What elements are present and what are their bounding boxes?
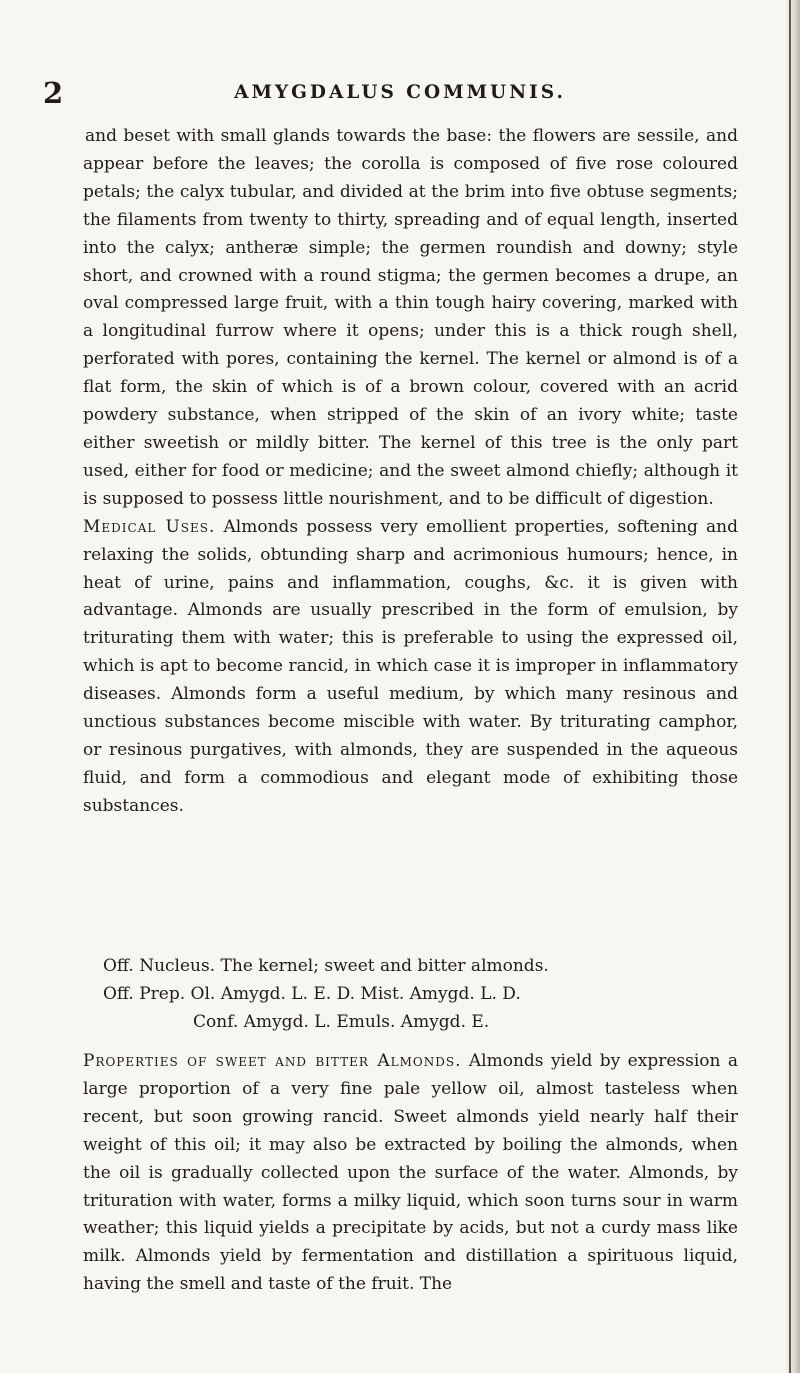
officinal-nucleus-line: Off. Nucleus. The kernel; sweet and bitter almonds. (103, 956, 549, 976)
page-spine-edge (789, 0, 791, 1373)
properties-heading: Properties of sweet and bitter Almonds. (83, 1051, 462, 1071)
properties-section (83, 1048, 738, 1299)
page-header (0, 76, 800, 116)
officinal-conf-line: Conf. Amygd. L. Emuls. Amygd. E. (193, 1012, 490, 1032)
page-number: 2 (43, 76, 65, 110)
medical-uses-text: Almonds possess very emollient properties, softening and relaxing the solids, obtunding sharp and acrimonious humours; hence, in heat of urine, pains and inflammation, coughs, &c. it is given with advantage. Almonds are usually prescribed in the form of emulsion, by triturating them with water; this is preferable to using the expressed oil, which is apt to become rancid, in which case it is improper in inflammatory diseases. Almonds form a useful medium, by which many resinous and unctious substances become miscible with water. By triturating camphor, or resinous purgatives, with almonds, they are suspended in the aqueous fluid, and form a commodious and elegant mode of exhibiting those substances. (83, 516, 738, 816)
officinal-list (83, 952, 738, 1036)
properties-text: Almonds yield by expression a large proportion of a very fine pale yellow oil, almost tasteless when recent, but soon growing rancid. Sweet almonds yield nearly half their weight of this oil; it may also be extracted by boiling the almonds, when the oil is gradually collected upon the surface of the water. Almonds, by trituration with water, forms a milky liquid, which soon turns sour in warm weather; this liquid yields a precipitate by acids, but not a curdy mass like milk. Almonds yield by fermentation and distillation a spirituous liquid, having the smell and taste of the fruit. The (83, 1051, 738, 1295)
running-title: AMYGDALUS COMMUNIS. (234, 82, 566, 103)
properties-paragraph (83, 1048, 738, 1299)
description-paragraph: and beset with small glands towards the base: the flowers are sessile, and appear before the leaves; the corolla is composed of five rose coloured petals; the calyx tubular, and divided at the brim into five obtuse segments; the filaments from twenty to thirty, spreading and of equal length, inserted into the calyx; antheræ simple; the germen roundish and downy; style short, and crowned with a round stigma; the germen becomes a drupe, an oval compressed large fruit, with a thin tough hairy covering, marked with a longitudinal furrow where it opens; under this is a thick rough shell, perforated with pores, containing the kernel. The kernel or almond is of a flat form, the skin of which is of a brown colour, covered with an acrid powdery substance, when stripped of the skin of an ivory white; taste either sweetish or mildly bitter. The kernel of this tree is the only part used, either for food or medicine; and the sweet almond chiefly; although it is supposed to possess little nourishment, and to be difficult of digestion. (83, 126, 738, 509)
medical-uses-heading: Medical Uses. (83, 516, 216, 537)
medical-uses-paragraph (83, 514, 738, 821)
officinal-prep-line: Off. Prep. Ol. Amygd. L. E. D. Mist. Amygd. L. D. (103, 984, 521, 1004)
main-text (83, 123, 738, 821)
